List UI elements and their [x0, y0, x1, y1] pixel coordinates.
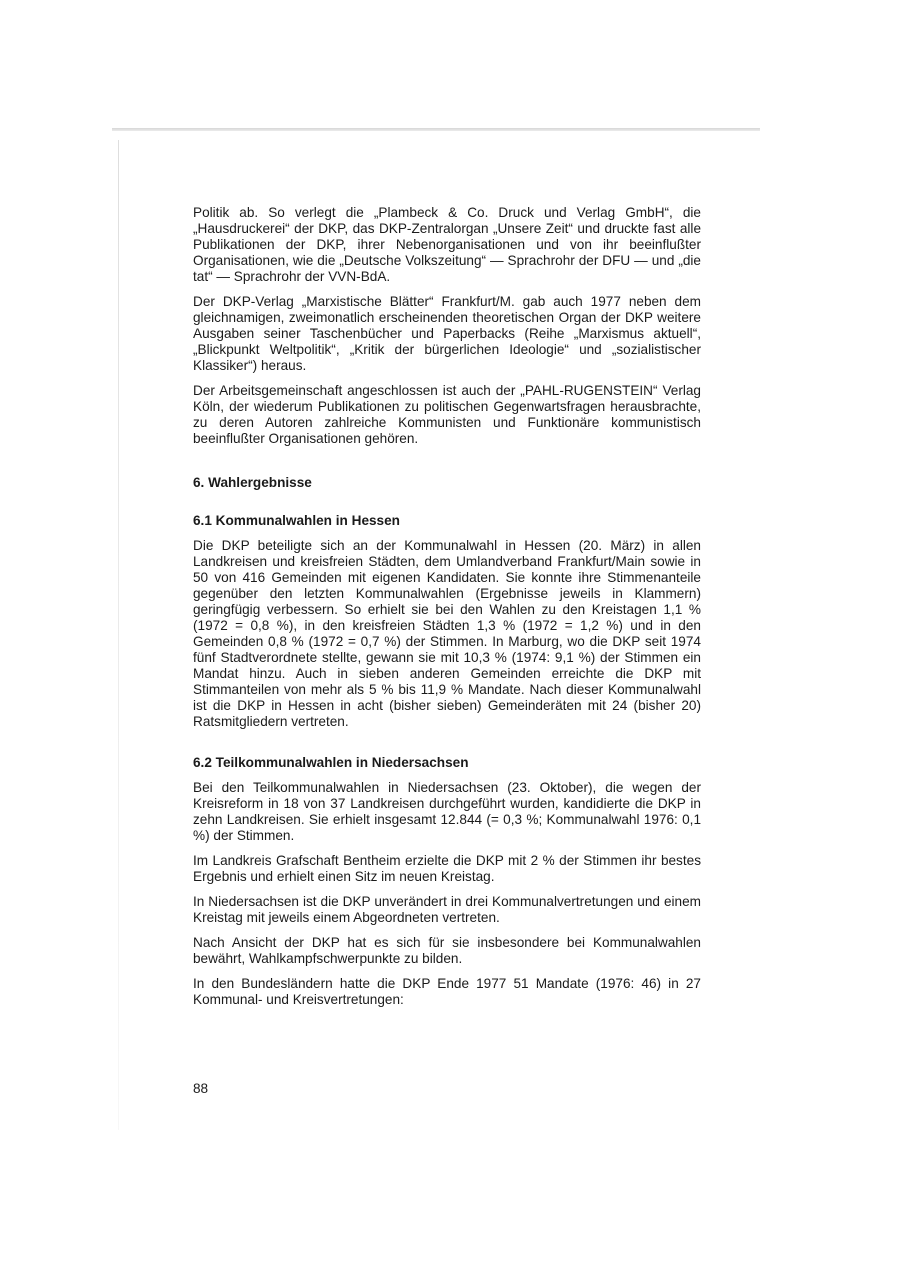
niedersachsen-paragraph-2: Im Landkreis Grafschaft Bentheim erzielte die DKP mit 2 % der Stimmen ihr bestes Ergebnis und erhielt einen Sitz im neuen Kreistag. [193, 853, 701, 884]
section-heading-kommunalwahlen-hessen: 6.1 Kommunalwahlen in Hessen [193, 513, 400, 528]
intro-paragraph-2: Der DKP-Verlag „Marxistische Blätter“ Frankfurt/M. gab auch 1977 neben dem gleichnamigen, zweimonatlich erscheinenden theoretischen Organ der DKP weitere Ausgaben seiner Taschenbücher und Paperbacks (Reihe „Marxismus aktuell“, „Blickpunkt Weltpolitik“, „Kritik der bürgerlichen Ideologie“ und „sozialistischer Klassiker“) heraus. [193, 294, 701, 373]
scan-top-edge [112, 128, 760, 131]
niedersachsen-paragraph-1: Bei den Teilkommunalwahlen in Niedersachsen (23. Oktober), die wegen der Kreisreform in 18 von 37 Landkreisen durchgeführt wurden, kandidierte die DKP in zehn Landkreisen. Sie erhielt insgesamt 12.844 (= 0,3 %; Kommunalwahl 1976: 0,1 %) der Stimmen. [193, 780, 701, 843]
niedersachsen-paragraph-3: In Niedersachsen ist die DKP unverändert in drei Kommunalvertretungen und einem Kreistag mit jeweils einem Abgeordneten vertreten. [193, 894, 701, 925]
hessen-paragraph-1: Die DKP beteiligte sich an der Kommunalwahl in Hessen (20. März) in allen Landkreisen und kreisfreien Städten, dem Umlandverband Frankfurt/Main sowie in 50 von 416 Gemeinden mit eigenen Kandidaten. Sie konnte ihre Stimmenanteile gegenüber den letzten Kommunalwahlen (Ergebnisse jeweils in Klammern) geringfügig verbessern. So erhielt sie bei den Wahlen zu den Kreistagen 1,1 % (1972 = 0,8 %), in den kreisfreien Städten 1,3 % (1972 = 1,2 %) und in den Gemeinden 0,8 % (1972 = 0,7 %) der Stimmen. In Marburg, wo die DKP seit 1974 fünf Stadtverordnete stellte, gewann sie mit 10,3 % (1974: 9,1 %) der Stimmen ein Mandat hinzu. Auch in sieben anderen Gemeinden erreichte die DKP mit Stimmanteilen von mehr als 5 % bis 11,9 % Mandate. Nach dieser Kommunalwahl ist die DKP in Hessen in acht (bisher sieben) Gemeinderäten mit 24 (bisher 20) Ratsmitgliedern vertreten. [193, 538, 701, 729]
niedersachsen-paragraph-4: Nach Ansicht der DKP hat es sich für sie insbesondere bei Kommunalwahlen bewährt, Wahlkampfschwerpunkte zu bilden. [193, 935, 701, 966]
intro-paragraph-1: Politik ab. So verlegt die „Plambeck & Co. Druck und Verlag GmbH“, die „Hausdruckerei“ der DKP, das DKP-Zentralorgan „Unsere Zeit“ und druckte fast alle Publikationen der DKP, ihrer Nebenorganisationen und von ihr beeinflußter Organisationen, wie die „Deutsche Volkszeitung“ — Sprachrohr der DFU — und „die tat“ — Sprachrohr der VVN-BdA. [193, 205, 701, 284]
intro-paragraph-3: Der Arbeitsgemeinschaft angeschlossen ist auch der „PAHL-RUGENSTEIN“ Verlag Köln, der wiederum Publikationen zu politischen Gegenwartsfragen herausbrachte, zu deren Autoren zahlreiche Kommunisten und Funktionäre kommunistisch beeinflußter Organisationen gehören. [193, 383, 701, 446]
scan-left-edge [118, 140, 119, 1130]
section-heading-teilkommunalwahlen-niedersachsen: 6.2 Teilkommunalwahlen in Niedersachsen [193, 755, 469, 770]
section-heading-wahlergebnisse: 6. Wahlergebnisse [193, 475, 312, 490]
niedersachsen-paragraph-5: In den Bundesländern hatte die DKP Ende 1977 51 Mandate (1976: 46) in 27 Kommunal- und Kreisvertretungen: [193, 976, 701, 1007]
page-number: 88 [193, 1081, 209, 1096]
page-body [193, 205, 701, 1017]
